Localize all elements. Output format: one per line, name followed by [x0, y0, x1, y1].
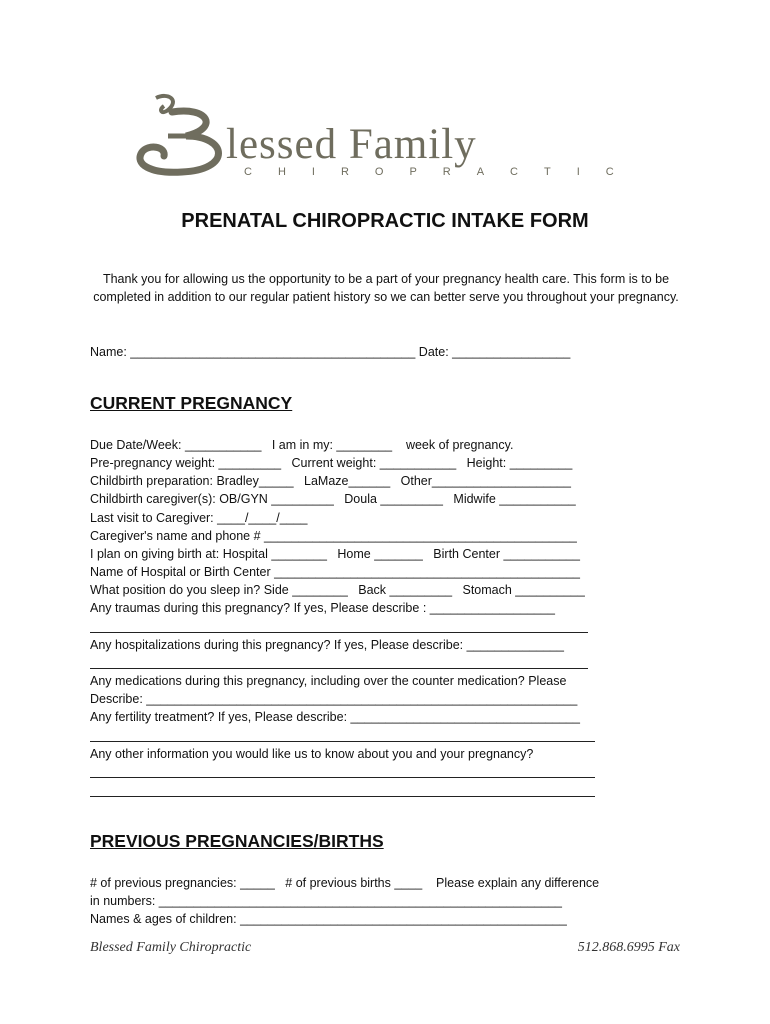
caregiver-contact-field[interactable]: Caregiver's name and phone # _____________________________________________: [90, 529, 577, 543]
hospitalizations-field[interactable]: Any hospitalizations during this pregnancy? If yes, Please describe: ______________: [90, 638, 564, 652]
numbers-difference-field[interactable]: in numbers: __________________________________________________________: [90, 894, 562, 908]
weight-height-field[interactable]: Pre-pregnancy weight: _________ Current weight: ___________ Height: _________: [90, 456, 573, 470]
medications-describe-field[interactable]: Describe: ______________________________________________________________: [90, 692, 578, 706]
due-date-field[interactable]: Due Date/Week: ___________ I am in my: ________ week of pregnancy.: [90, 438, 514, 452]
intro-paragraph: Thank you for allowing us the opportunity to be a part of your pregnancy health care. This form is to be completed in addition to our regular patient history so we can better serve you throughout your pregnancy.: [93, 272, 679, 304]
children-names-ages-field[interactable]: Names & ages of children: _______________________________________________: [90, 912, 567, 926]
form-title: PRENATAL CHIROPRACTIC INTAKE FORM: [181, 210, 589, 232]
childbirth-preparation-field[interactable]: Childbirth preparation: Bradley_____ LaMaze______ Other____________________: [90, 474, 571, 488]
traumas-answer-line[interactable]: [90, 632, 588, 633]
other-information-question: Any other information you would like us to know about you and your pregnancy?: [90, 747, 534, 761]
logo-brand-subtitle: CHIROPRACTIC: [244, 166, 640, 178]
footer-fax-number: 512.868.6995 Fax: [577, 940, 680, 955]
footer-practice-name: Blessed Family Chiropractic: [90, 940, 252, 955]
other-information-answer-line-2[interactable]: [90, 796, 595, 797]
previous-pregnancies-count-field[interactable]: # of previous pregnancies: _____ # of previous births ____ Please explain any difference: [90, 876, 600, 890]
name-date-field[interactable]: Name: _________________________________________ Date: _________________: [90, 345, 571, 359]
sleep-position-field[interactable]: What position do you sleep in? Side ________ Back _________ Stomach __________: [90, 583, 585, 597]
logo-brand-name: lessed Family: [226, 121, 477, 168]
previous-pregnancies-heading: PREVIOUS PREGNANCIES/BIRTHS: [90, 831, 384, 851]
childbirth-caregiver-field[interactable]: Childbirth caregiver(s): OB/GYN _________ Doula _________ Midwife ___________: [90, 492, 576, 506]
hospital-name-field[interactable]: Name of Hospital or Birth Center ____________________________________________: [90, 565, 580, 579]
brand-logo: [128, 92, 648, 192]
other-information-answer-line-1[interactable]: [90, 777, 595, 778]
current-pregnancy-heading: CURRENT PREGNANCY: [90, 393, 293, 413]
fertility-treatment-field[interactable]: Any fertility treatment? If yes, Please describe: _________________________________: [90, 710, 580, 724]
medications-question: Any medications during this pregnancy, including over the counter medication? Please: [90, 674, 567, 688]
birth-location-field[interactable]: I plan on giving birth at: Hospital ________ Home _______ Birth Center ___________: [90, 547, 580, 561]
last-visit-field[interactable]: Last visit to Caregiver: ____/____/____: [90, 511, 308, 525]
hospitalizations-answer-line[interactable]: [90, 668, 588, 669]
traumas-field[interactable]: Any traumas during this pregnancy? If yes, Please describe : __________________: [90, 601, 555, 615]
fertility-answer-line[interactable]: [90, 741, 595, 742]
